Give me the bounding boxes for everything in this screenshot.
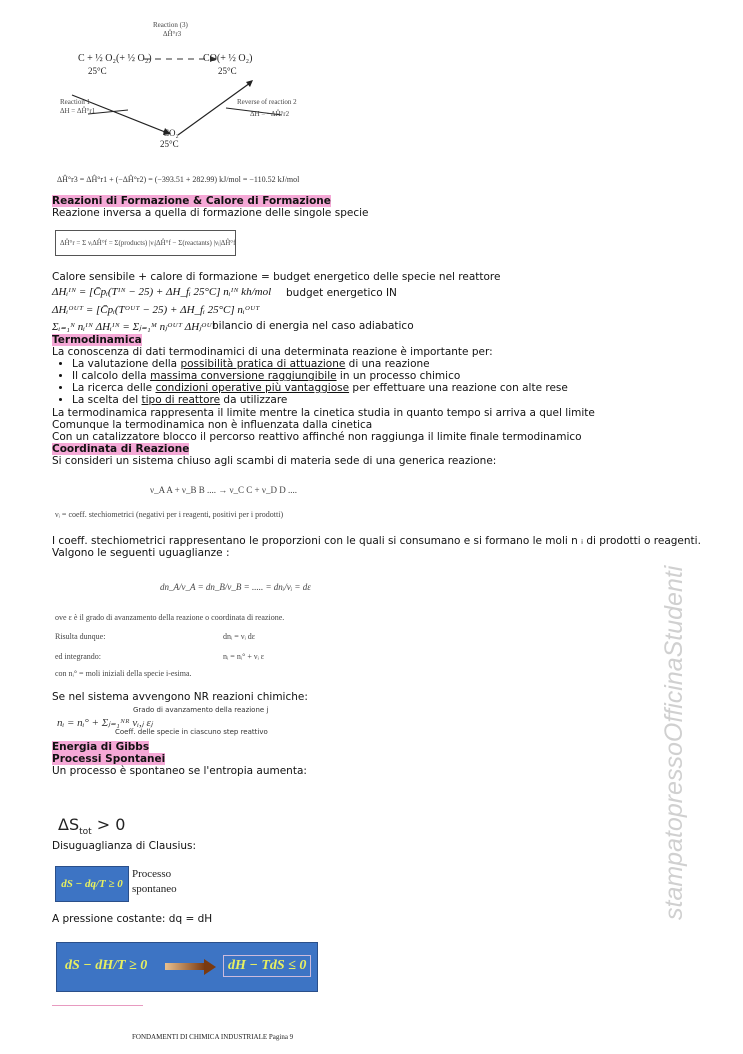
clausius-box: dS − dq/T ≥ 0: [55, 866, 129, 902]
arrow-icon: [165, 963, 205, 970]
list-item: • La valutazione della possibilità pratica di attuazione di una reazione: [72, 358, 568, 370]
differential-equation: dn_A/ν_A = dn_B/ν_B = ..... = dnᵢ/νᵢ = dε: [160, 582, 311, 592]
products: CO(+ ½ O₂): [203, 53, 253, 64]
paragraph: ove ε è il grado di avanzamento della reazione o coordinata di reazione.: [55, 613, 285, 622]
temp-label: 25°C: [218, 66, 237, 76]
paragraph: Si consideri un sistema chiuso agli scambi di materia sede di una generica reazione:: [52, 455, 497, 467]
reverse2-dh: ΔH = −ΔĤ°r2: [250, 110, 290, 118]
section-heading-coordinata: Coordinata di Reazione: [52, 443, 190, 455]
equation: dH − TdS ≤ 0: [223, 955, 311, 977]
co2-label: CO₂: [163, 128, 179, 138]
paragraph: Un processo è spontaneo se l'entropia aumenta:: [52, 765, 307, 777]
label: Processo: [132, 868, 172, 880]
reaction3-label: Reaction (3): [153, 21, 188, 29]
paragraph: Se nel sistema avvengono NR reazioni chimiche:: [52, 691, 308, 703]
paragraph: La termodinamica rappresenta il limite mentre la cinetica studia in quanto tempo si arriva a quel limite: [52, 407, 595, 419]
temp-label: 25°C: [88, 66, 107, 76]
list-item: • La ricerca delle condizioni operative più vantaggiose per effettuare una reazione con alte rese: [72, 382, 568, 394]
label: ed integrando:: [55, 652, 101, 661]
annotation: Grado di avanzamento della reazione j: [133, 706, 269, 714]
section-heading-spontanei: Processi Spontanei: [52, 753, 166, 765]
label: spontaneo: [132, 883, 177, 895]
diagram-arrows: [50, 15, 350, 165]
paragraph: Comunque la termodinamica non è influenzata dalla cinetica: [52, 419, 373, 431]
equation-note: bilancio di energia nel caso adiabatico: [212, 320, 414, 332]
equation-note: budget energetico IN: [286, 287, 397, 299]
equation: dnᵢ = νᵢ dε: [223, 632, 256, 641]
reactants: C + ½ O₂(+ ½ O₂): [78, 53, 152, 64]
arrow-head-icon: [204, 959, 216, 975]
equation-sum: Σᵢ₌₁ᴺ nᵢᴵᴺ ΔHᵢᴵᴺ = Σⱼ₌₁ᴹ nⱼᴼᵁᵀ ΔHⱼᴼᵁᵀ: [52, 321, 217, 333]
temp-label: 25°C: [160, 139, 179, 149]
reaction3-dh: ΔĤ°r3: [163, 30, 182, 38]
entropy-inequality: $\Delta S_{tot} > 0$: [58, 815, 126, 838]
nu-definition: νᵢ = coeff. stechiometrici (negativi per i reagenti, positivi per i prodotti): [55, 510, 284, 519]
paragraph: A pressione costante: dq = dH: [52, 913, 213, 925]
enthalpy-equation: ΔĤ°r3 = ΔĤ°r1 + (−ΔĤ°r2) = (−393.51 + 282.99) kJ/mol = −110.52 kJ/mol: [57, 175, 300, 184]
paragraph: con nᵢ° = moli iniziali della specie i-esima.: [55, 669, 192, 678]
reverse2-label: Reverse of reaction 2: [237, 98, 297, 106]
section-heading-formazione: Reazioni di Formazione & Calore di Formazione: [52, 195, 331, 207]
reaction1-dh: ΔH = ΔĤ°r1: [60, 107, 96, 115]
equation: nᵢ = nᵢ° + νᵢ ε: [223, 652, 265, 661]
section-heading-gibbs: Energia di Gibbs: [52, 741, 150, 753]
page-footer: FONDAMENTI DI CHIMICA INDUSTRIALE Pagina 9: [132, 1033, 294, 1041]
generic-reaction: ν_A A + ν_B B .... → ν_C C + ν_D D ....: [150, 485, 297, 495]
equation: dS − dH/T ≥ 0: [65, 958, 148, 973]
paragraph: I coeff. stechiometrici rappresentano le proporzioni con le quali si consumano e si formano le moli n ᵢ di prodotti o reagenti. Valgono le seguenti uguaglianze :: [52, 535, 701, 559]
bullet-list: [52, 358, 568, 406]
paragraph: Disuguaglianza di Clausius:: [52, 840, 197, 852]
equation-in: ΔHᵢᴵᴺ = [C̄pᵢ(Tᴵᴺ − 25) + ΔH_fᵢ 25°C] nᵢᴵᴺ kh/mol: [52, 286, 272, 298]
equation-out: ΔHᵢᴼᵁᵀ = [C̄pᵢ(Tᴼᵁᵀ − 25) + ΔH_fᵢ 25°C] nᵢᴼᵁᵀ: [52, 304, 260, 316]
label: Risulta dunque:: [55, 632, 106, 641]
paragraph: Calore sensibile + calore di formazione = budget energetico delle specie nel reattore: [52, 271, 501, 283]
formation-formula-box: ΔĤ°r = Σ νᵢΔĤ°f = Σ(products) |νᵢ|ΔĤ°f − Σ(reactants) |νᵢ|ΔĤ°f: [55, 230, 236, 256]
list-item: • Il calcolo della massima conversione raggiungibile in un processo chimico: [72, 370, 568, 382]
list-item: • La scelta del tipo di reattore da utilizzare: [72, 394, 568, 406]
paragraph: Reazione inversa a quella di formazione delle singole specie: [52, 207, 369, 219]
paragraph: Con un catalizzatore blocco il percorso reattivo affinché non raggiunga il limite finale termodinamico: [52, 431, 582, 443]
nr-equation: nᵢ = nᵢ° + Σⱼ₌₁ᴺᴿ νᵢ,ⱼ εⱼ: [57, 717, 153, 729]
footnote-divider: [52, 1005, 143, 1006]
reaction1-label: Reaction 1: [60, 98, 91, 106]
paragraph: La conoscenza di dati termodinamici di una determinata reazione è importante per:: [52, 346, 493, 358]
annotation: Coeff. delle specie in ciascuno step reattivo: [115, 728, 268, 736]
watermark: stampatopressoOfficinaStudenti: [660, 565, 688, 920]
section-heading-termodinamica: Termodinamica: [52, 334, 142, 346]
gibbs-box: [56, 942, 318, 992]
